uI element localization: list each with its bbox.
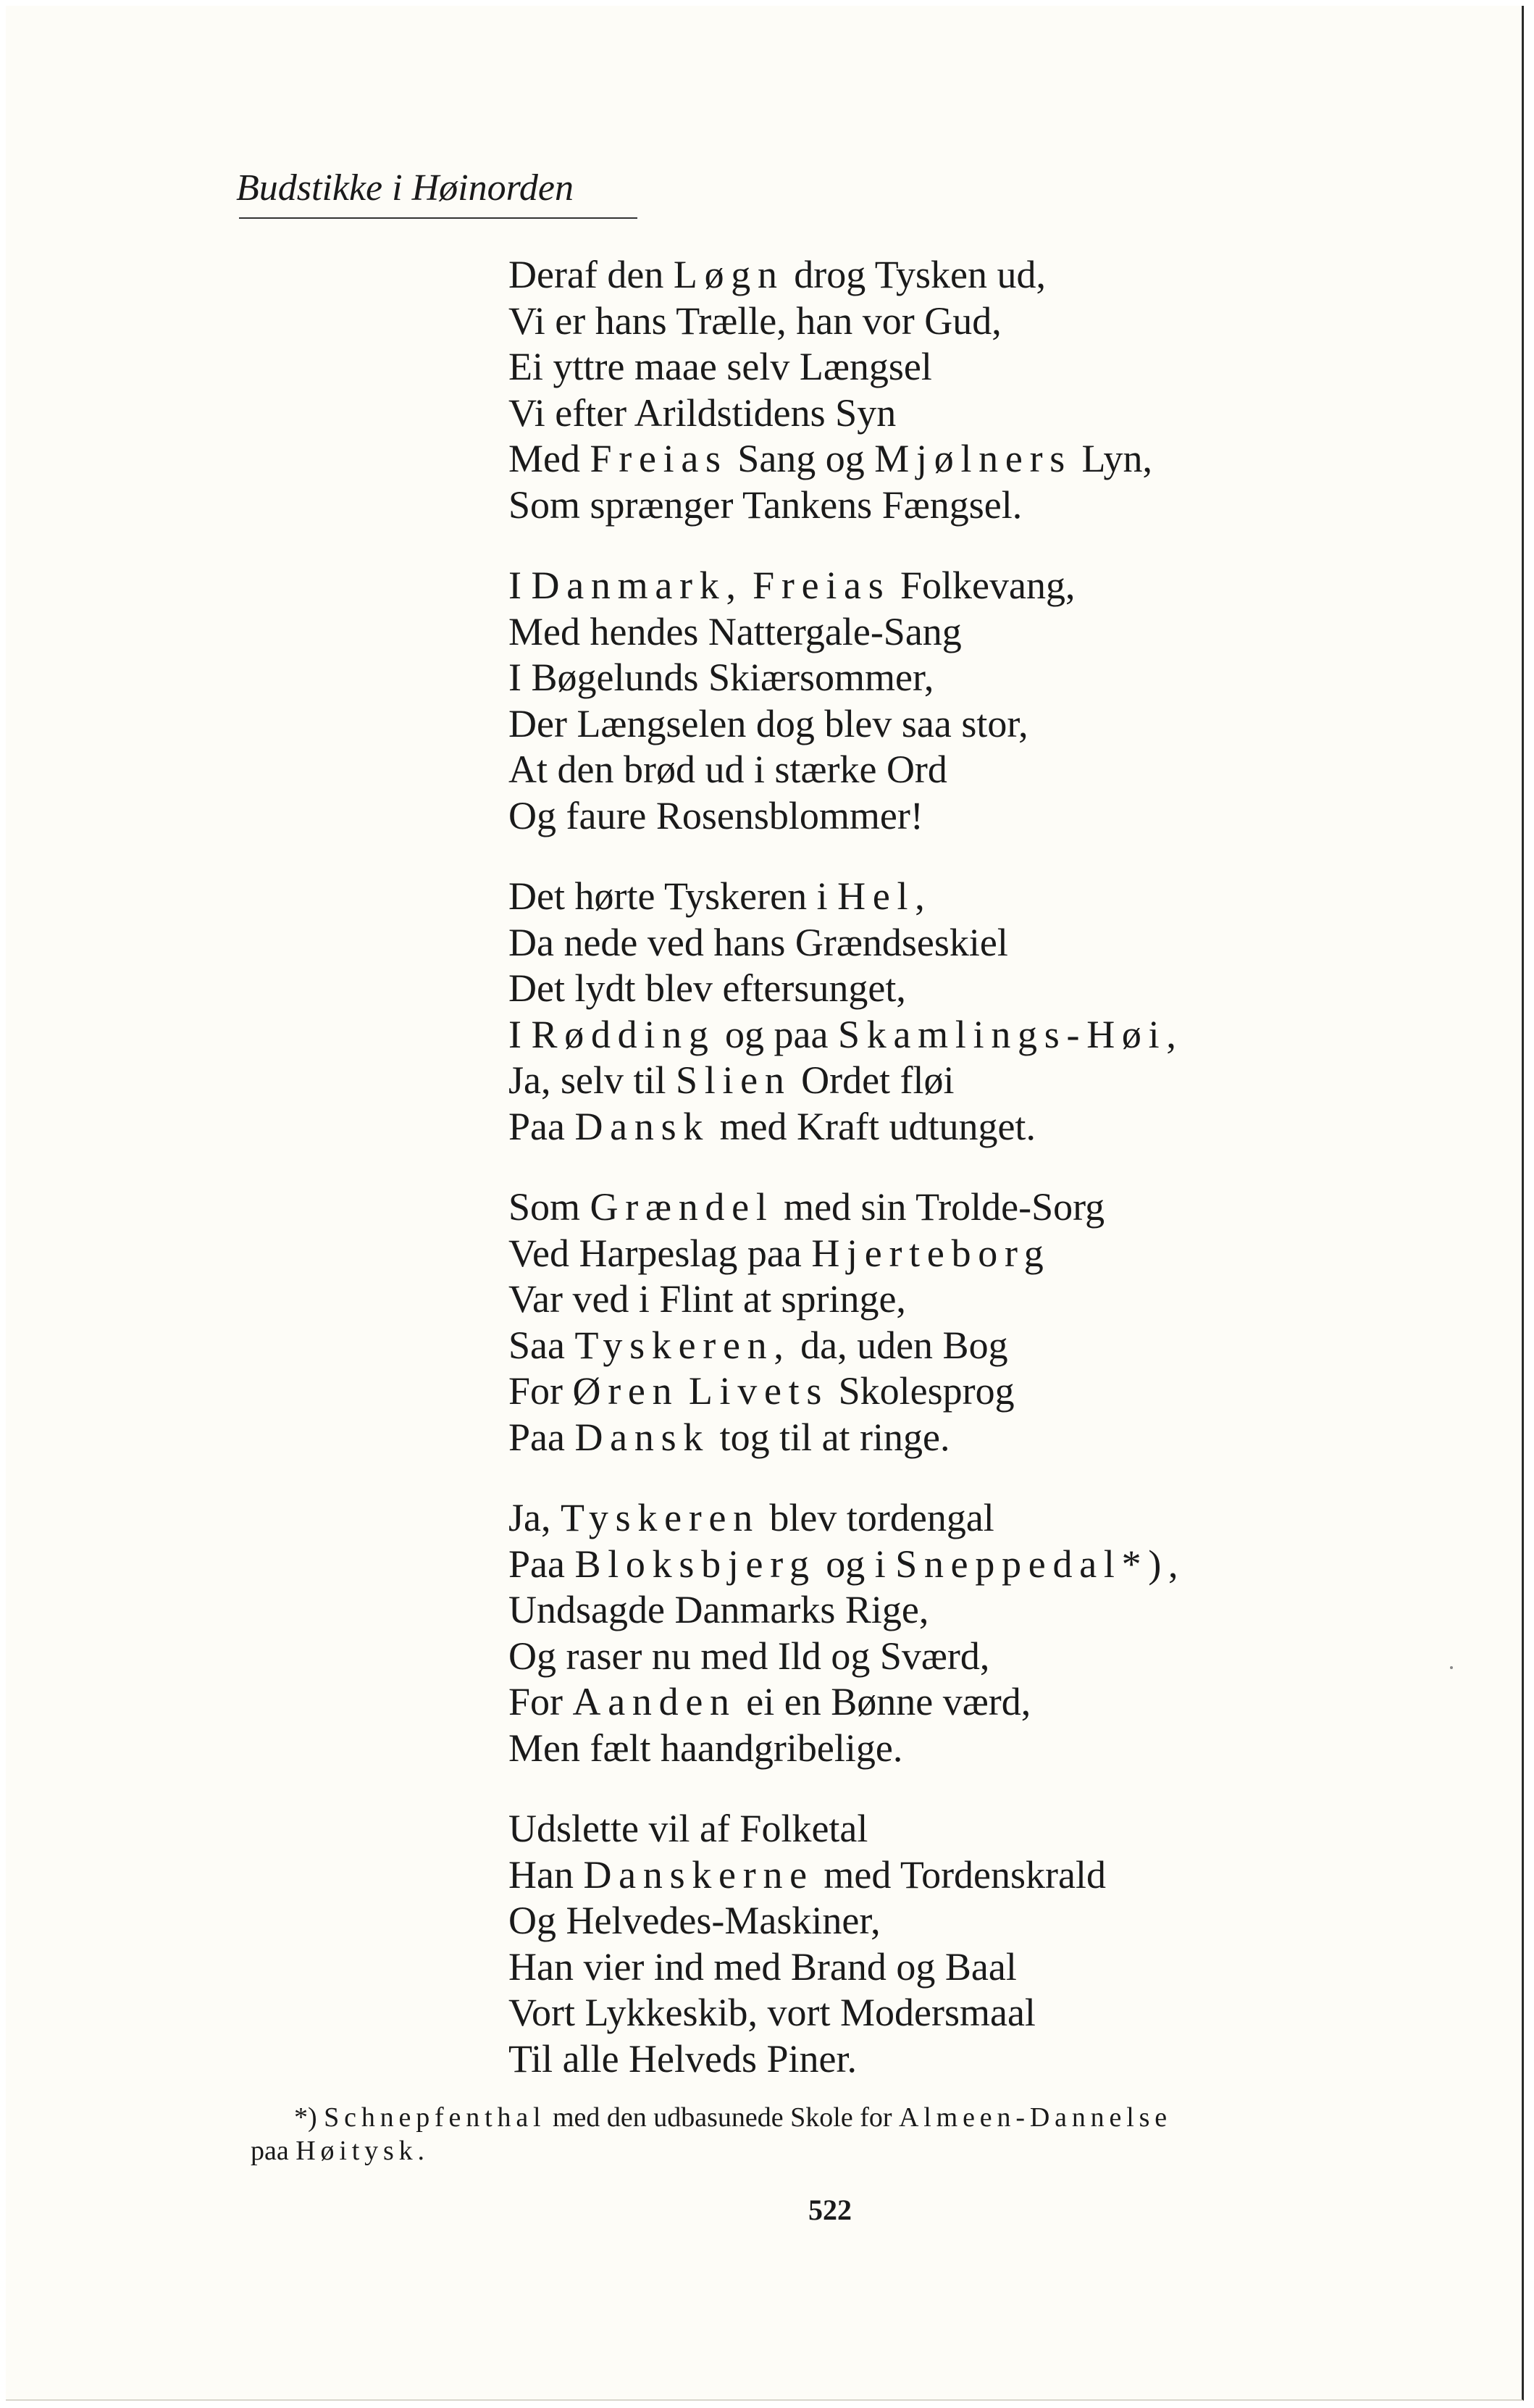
spaced-word: Høitysk. [296, 2136, 429, 2166]
verse-line [508, 920, 1185, 966]
text-segment: I [508, 1012, 532, 1056]
stanza [508, 1184, 1185, 1460]
spaced-word: Hjerteborg [811, 1231, 1051, 1275]
verse-line [508, 1990, 1185, 2036]
footnote [251, 2101, 1172, 2167]
spaced-word: Dansk [574, 1415, 711, 1459]
verse-line [508, 252, 1185, 298]
spaced-word: Freias [753, 564, 891, 607]
poem [508, 252, 1185, 2117]
text-segment: *) [294, 2102, 324, 2133]
verse-line [508, 1231, 1185, 1277]
verse-line [508, 874, 1185, 920]
text-segment: Udslette vil af Folketal [508, 1807, 868, 1850]
verse-line [508, 563, 1185, 609]
text-segment: ei en Bønne værd, [736, 1680, 1031, 1723]
text-segment: tog til at ringe. [710, 1415, 950, 1459]
spaced-word: Hel, [837, 874, 932, 918]
text-segment: Vi er hans Trælle, han vor Gud, [508, 298, 1002, 343]
verse-line [508, 390, 1185, 437]
verse-line [508, 1058, 1185, 1104]
stanza [508, 1806, 1185, 2082]
text-segment [743, 564, 753, 607]
text-segment: Var ved i Flint at springe, [508, 1277, 906, 1321]
text-segment: Ved Harpeslag paa [508, 1231, 812, 1275]
spaced-word: Tyskeren, [574, 1323, 791, 1367]
text-segment: Med [508, 437, 590, 480]
spaced-word: Tyskeren [560, 1496, 760, 1539]
text-segment: Og faure Rosensblommer! [508, 793, 923, 837]
verse-line [508, 482, 1185, 529]
text-segment: Det hørte Tyskeren i [508, 874, 838, 918]
text-segment: Ei yttre maae selv Længsel [508, 345, 932, 388]
verse-line [508, 1679, 1185, 1726]
text-segment: Lyn, [1072, 437, 1153, 480]
verse-line [508, 1944, 1185, 1991]
spaced-word: Skamlings-Høi, [837, 1012, 1183, 1056]
text-segment: Paa [508, 1542, 575, 1586]
footnote-line [251, 2101, 1172, 2134]
spaced-word: Mjølners [874, 437, 1073, 480]
text-segment: Vi efter Arildstidens Syn [508, 390, 897, 435]
spaced-word: Øren [572, 1369, 679, 1413]
verse-line [508, 1806, 1185, 1852]
text-segment: Saa [508, 1323, 575, 1367]
paper-speck [1450, 1666, 1453, 1669]
text-segment: At den brød ud i stærke Ord [508, 748, 947, 791]
text-segment: Folkevang, [890, 564, 1076, 607]
verse-line [508, 747, 1185, 793]
verse-line [508, 1852, 1185, 1899]
verse-line [508, 436, 1185, 482]
text-segment: paa [251, 2136, 296, 2166]
spaced-word: Aanden [572, 1680, 737, 1723]
text-segment: med den udbasunede Skole for [545, 2102, 899, 2133]
verse-line [508, 1368, 1185, 1415]
text-segment: Deraf den [508, 253, 674, 296]
text-segment [679, 1369, 689, 1413]
spaced-word: Sneppedal*), [895, 1542, 1186, 1586]
text-segment: da, uden Bog [790, 1323, 1008, 1367]
text-segment: drog Tysken ud, [784, 253, 1046, 296]
text-segment: Paa [508, 1104, 575, 1148]
spaced-word: Schnepfenthal [324, 2102, 546, 2133]
spaced-word: Danmark, [531, 564, 743, 607]
spaced-word: Dansk [574, 1104, 711, 1148]
stanza [508, 874, 1185, 1150]
verse-line [508, 609, 1185, 656]
verse-line [508, 2036, 1185, 2083]
text-segment: I Bøgelunds Skiærsommer, [508, 656, 934, 699]
stanza [508, 1495, 1185, 1771]
text-segment: Skolesprog [829, 1369, 1015, 1413]
text-segment: Som sprænger Tankens Fængsel. [508, 482, 1023, 527]
text-segment: Han vier ind med Brand og Baal [508, 1944, 1017, 1989]
verse-line [508, 655, 1185, 701]
text-segment: Som [508, 1185, 590, 1229]
text-segment: Ja, selv til [508, 1058, 676, 1102]
verse-line [508, 1184, 1185, 1231]
text-segment: Det lydt blev eftersunget, [508, 966, 906, 1010]
text-segment: Sang og [727, 437, 875, 480]
text-segment: Der Længselen dog blev saa stor, [508, 701, 1028, 745]
spaced-word: Grændel [590, 1185, 774, 1229]
verse-line [508, 1726, 1185, 1772]
spaced-word: Almeen-Dannelse [899, 2102, 1172, 2133]
verse-line [508, 298, 1185, 345]
verse-line [508, 701, 1185, 748]
verse-line [508, 793, 1185, 840]
stanza [508, 563, 1185, 839]
text-segment: med Tordenskrald [813, 1852, 1106, 1897]
text-segment: blev tordengal [759, 1496, 994, 1539]
verse-line [508, 344, 1185, 390]
spaced-word: Livets [688, 1369, 829, 1413]
footnote-line [251, 2134, 1172, 2167]
text-segment: og paa [715, 1012, 838, 1056]
text-segment: I [508, 564, 532, 607]
text-segment: Ordet fløi [791, 1058, 955, 1102]
text-segment: med sin Trolde-Sorg [774, 1185, 1105, 1229]
text-segment: Da nede ved hans Grændseskiel [508, 920, 1008, 964]
text-segment: Vort Lykkeskib, vort Modersmaal [508, 1991, 1036, 2034]
spaced-word: Bloksbjerg [574, 1542, 816, 1586]
spaced-word: Løgn [673, 253, 784, 296]
text-segment: og i [816, 1542, 896, 1586]
text-segment: Til alle Helveds Piner. [508, 2036, 857, 2081]
text-segment: med Kraft udtunget. [710, 1104, 1036, 1148]
page-number: 522 [808, 2194, 852, 2226]
stanza [508, 252, 1185, 528]
verse-line [508, 1104, 1185, 1150]
text-segment: Men fælt haandgribelige. [508, 1726, 903, 1770]
text-segment: For [508, 1680, 573, 1723]
verse-line [508, 1495, 1185, 1542]
book-page [6, 6, 1524, 2401]
verse-line [508, 1012, 1185, 1058]
text-segment: Paa [508, 1415, 575, 1459]
verse-line [508, 1634, 1185, 1680]
verse-line [508, 1415, 1185, 1461]
text-segment: For [508, 1369, 573, 1413]
verse-line [508, 1542, 1185, 1588]
text-segment: Og Helvedes-Maskiner, [508, 1899, 881, 1942]
verse-line [508, 1276, 1185, 1323]
running-header: Budstikke i Høinorden [236, 167, 574, 209]
text-segment: Med hendes Nattergale-Sang [508, 609, 962, 653]
verse-line [508, 1587, 1185, 1634]
text-segment: Han [508, 1852, 584, 1897]
text-segment: Ja, [508, 1496, 561, 1539]
verse-line [508, 966, 1185, 1012]
text-segment: Undsagde Danmarks Rige, [508, 1588, 929, 1631]
spaced-word: Slien [675, 1058, 792, 1102]
spaced-word: Rødding [531, 1012, 716, 1056]
text-segment: Og raser nu med Ild og Sværd, [508, 1634, 990, 1678]
verse-line [508, 1898, 1185, 1944]
verse-line [508, 1323, 1185, 1369]
header-rule [239, 217, 637, 219]
spaced-word: Freias [590, 437, 728, 480]
spaced-word: Danskerne [583, 1852, 814, 1897]
